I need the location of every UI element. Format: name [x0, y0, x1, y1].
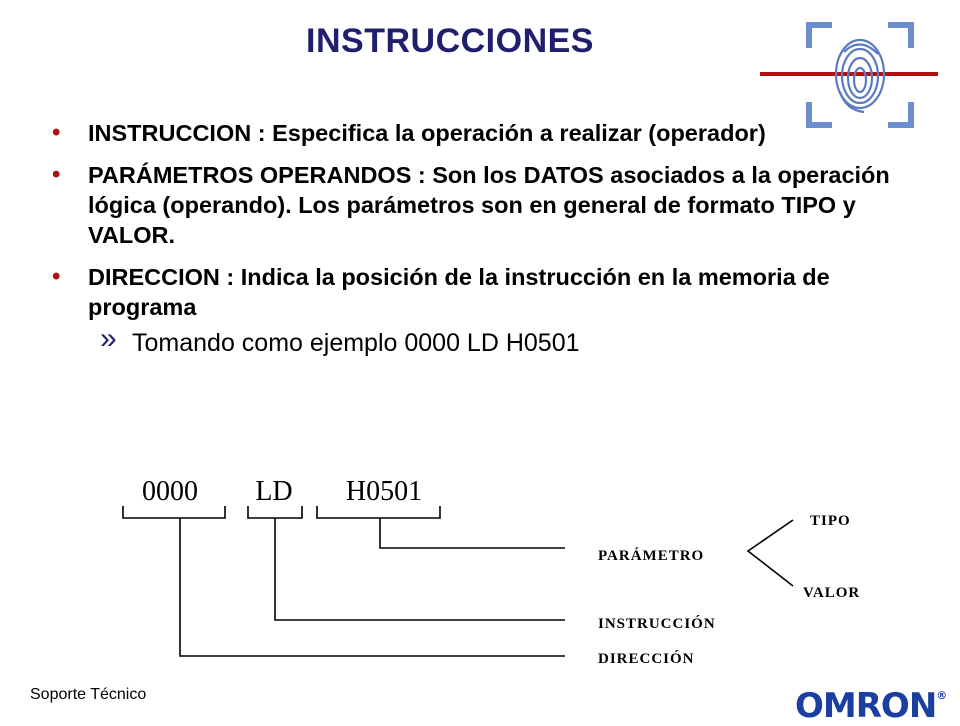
brand-name: OMRON [795, 686, 937, 726]
bullet-dot-icon: • [52, 119, 61, 146]
bullet-text: : Especifica la operación a realizar (operador) [251, 120, 766, 146]
registered-mark: ® [936, 689, 948, 702]
parameter-bracket [317, 506, 440, 518]
bullet-dot-icon: • [52, 263, 61, 290]
slide-title: INSTRUCCIONES [306, 22, 594, 60]
label-tipo: TIPO [810, 513, 851, 529]
bullet-text: : Indica la posición de la instrucción en la memoria de programa [88, 264, 830, 320]
bullet-parametros [52, 160, 922, 250]
bullet-direccion [52, 262, 922, 322]
bullet-instruccion [52, 118, 922, 148]
diagram-address: 0000 [142, 476, 198, 507]
sub-bullet-text: Tomando como ejemplo 0000 LD H0501 [132, 329, 580, 357]
fingerprint-logo-icon [806, 22, 914, 128]
omron-logo [795, 676, 947, 726]
label-instruccion: INSTRUCCIÓN [598, 616, 716, 632]
label-direccion: DIRECCIÓN [598, 651, 695, 667]
instruction-bracket [248, 506, 302, 518]
bullet-dot-icon: • [52, 161, 61, 188]
bullet-list [52, 118, 922, 358]
double-chevron-icon: » [100, 322, 117, 355]
diagram-parameter: H0501 [345, 476, 423, 507]
bullet-term: DIRECCION [88, 264, 220, 290]
bullet-term: INSTRUCCION [88, 120, 252, 146]
instruction-connector [275, 518, 565, 620]
address-connector [180, 518, 565, 656]
bullet-term: PARÁMETROS OPERANDOS [88, 162, 412, 188]
bullet-text: : Son los DATOS asociados a la operación lógica (operando). Los parámetros son en general de formato TIPO y VALOR. [88, 162, 890, 248]
footer-text: Soporte Técnico [30, 686, 147, 703]
diagram-instruction: LD [255, 476, 293, 507]
type-value-fork [748, 520, 793, 586]
label-valor: VALOR [803, 585, 861, 601]
label-parametro: PARÁMETRO [598, 548, 705, 564]
address-bracket [123, 506, 225, 518]
parameter-connector [380, 518, 565, 548]
sub-bullet-example [52, 322, 922, 358]
